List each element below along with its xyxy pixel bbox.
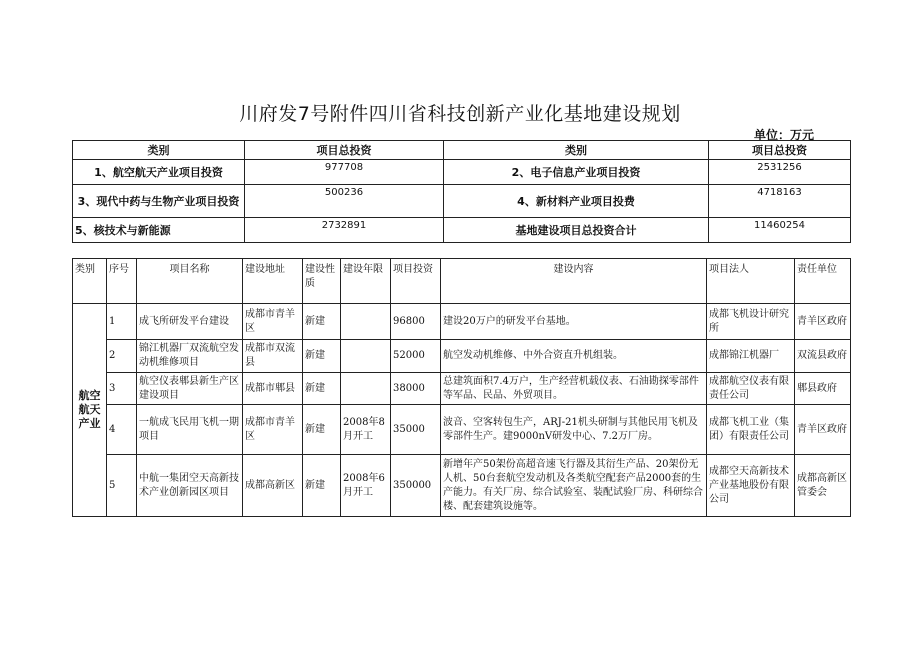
row-content: 航空发动机维修、中外合资直升机组装。 bbox=[441, 340, 707, 373]
row-legal: 成都航空仪表有限责任公司 bbox=[707, 373, 795, 405]
header-investment: 项目投资 bbox=[391, 259, 441, 304]
header-name: 项目名称 bbox=[137, 259, 243, 304]
row-content: 波音、空客转包生产，ARJ-21机头研制与其他民用飞机及零部件生产。建9000nV研发中心、7.2万厂房。 bbox=[441, 405, 707, 455]
category-cell: 航空航天产业 bbox=[73, 304, 107, 517]
table-row bbox=[73, 405, 851, 455]
header-legal: 项目法人 bbox=[707, 259, 795, 304]
summary-value: 2732891 bbox=[245, 218, 444, 243]
row-content: 总建筑面积7.4万户，生产经营机载仪表、石油勘探零部件等军品、民品、外贸项目。 bbox=[441, 373, 707, 405]
summary-value: 500236 bbox=[245, 185, 444, 218]
document-title: 川府发7号附件四川省科技创新产业化基地建设规划 bbox=[239, 103, 681, 125]
summary-value: 4718163 bbox=[709, 185, 851, 218]
summary-value: 2531256 bbox=[709, 160, 851, 185]
row-name: 成飞所研发平台建设 bbox=[137, 304, 243, 340]
row-investment: 350000 bbox=[391, 455, 441, 517]
row-no: 4 bbox=[107, 405, 137, 455]
row-investment: 52000 bbox=[391, 340, 441, 373]
row-period bbox=[341, 373, 391, 405]
row-investment: 35000 bbox=[391, 405, 441, 455]
row-no: 2 bbox=[107, 340, 137, 373]
summary-value: 977708 bbox=[245, 160, 444, 185]
row-legal: 成都飞机工业（集团）有限责任公司 bbox=[707, 405, 795, 455]
investment-summary-table bbox=[72, 140, 851, 243]
row-period bbox=[341, 340, 391, 373]
row-content: 建设20万户的研发平台基地。 bbox=[441, 304, 707, 340]
header-location: 建设地址 bbox=[243, 259, 303, 304]
row-nature: 新建 bbox=[303, 455, 341, 517]
summary-row bbox=[73, 218, 851, 243]
summary-category: 5、核技术与新能源 bbox=[73, 218, 245, 243]
row-period: 2008年8月开工 bbox=[341, 405, 391, 455]
row-legal: 成都锦江机器厂 bbox=[707, 340, 795, 373]
project-detail-table bbox=[72, 258, 851, 517]
header-category: 类别 bbox=[73, 259, 107, 304]
summary-category: 2、电子信息产业项目投资 bbox=[444, 160, 709, 185]
summary-category: 基地建设项目总投资合计 bbox=[444, 218, 709, 243]
summary-row bbox=[73, 160, 851, 185]
row-investment: 38000 bbox=[391, 373, 441, 405]
summary-header-row bbox=[73, 141, 851, 160]
table-row bbox=[73, 304, 851, 340]
row-location: 成都市郫县 bbox=[243, 373, 303, 405]
detail-header-row bbox=[73, 259, 851, 304]
row-no: 5 bbox=[107, 455, 137, 517]
row-responsible: 青羊区政府 bbox=[795, 405, 851, 455]
row-legal: 成都飞机设计研究所 bbox=[707, 304, 795, 340]
summary-header-category-2: 类别 bbox=[444, 141, 709, 160]
row-nature: 新建 bbox=[303, 340, 341, 373]
row-content: 新增年产50架份高超音速飞行器及其衍生产品、20架份无人机、50台套航空发动机及各类航空配套产品2000套的生产能力。有关厂房、综合试验室、装配试验厂房、科研综合楼、配套建筑设施等。 bbox=[441, 455, 707, 517]
row-nature: 新建 bbox=[303, 405, 341, 455]
summary-header-investment-2: 项目总投资 bbox=[709, 141, 851, 160]
row-responsible: 青羊区政府 bbox=[795, 304, 851, 340]
row-investment: 96800 bbox=[391, 304, 441, 340]
row-no: 1 bbox=[107, 304, 137, 340]
unit-label: 单位：万元 bbox=[753, 128, 814, 142]
row-location: 成都市青羊区 bbox=[243, 405, 303, 455]
summary-category: 4、新材料产业项目投费 bbox=[444, 185, 709, 218]
row-location: 成都市双流县 bbox=[243, 340, 303, 373]
table-row bbox=[73, 455, 851, 517]
table-row bbox=[73, 340, 851, 373]
header-responsible: 责任单位 bbox=[795, 259, 851, 304]
row-name: 一航成飞民用飞机一期项目 bbox=[137, 405, 243, 455]
row-responsible: 双流县政府 bbox=[795, 340, 851, 373]
summary-category: 1、航空航天产业项目投资 bbox=[73, 160, 245, 185]
row-nature: 新建 bbox=[303, 373, 341, 405]
row-nature: 新建 bbox=[303, 304, 341, 340]
header-period: 建设年限 bbox=[341, 259, 391, 304]
summary-header-category-1: 类别 bbox=[73, 141, 245, 160]
row-period bbox=[341, 304, 391, 340]
row-name: 中航一集团空天高新技术产业创新园区项目 bbox=[137, 455, 243, 517]
row-location: 成都市青羊区 bbox=[243, 304, 303, 340]
row-legal: 成都空天高新技术产业基地股份有限公司 bbox=[707, 455, 795, 517]
summary-row bbox=[73, 185, 851, 218]
summary-value: 11460254 bbox=[709, 218, 851, 243]
header-nature: 建设性质 bbox=[303, 259, 341, 304]
row-no: 3 bbox=[107, 373, 137, 405]
summary-header-investment-1: 项目总投资 bbox=[245, 141, 444, 160]
header-content: 建设内容 bbox=[441, 259, 707, 304]
row-name: 航空仪表郫县新生产区建设项目 bbox=[137, 373, 243, 405]
header-no: 序号 bbox=[107, 259, 137, 304]
row-period: 2008年6月开工 bbox=[341, 455, 391, 517]
table-row bbox=[73, 373, 851, 405]
row-responsible: 郫县政府 bbox=[795, 373, 851, 405]
row-name: 锦江机器厂双流航空发动机维修项目 bbox=[137, 340, 243, 373]
row-responsible: 成都高新区管委会 bbox=[795, 455, 851, 517]
summary-category: 3、现代中药与生物产业项目投资 bbox=[73, 185, 245, 218]
row-location: 成都高新区 bbox=[243, 455, 303, 517]
